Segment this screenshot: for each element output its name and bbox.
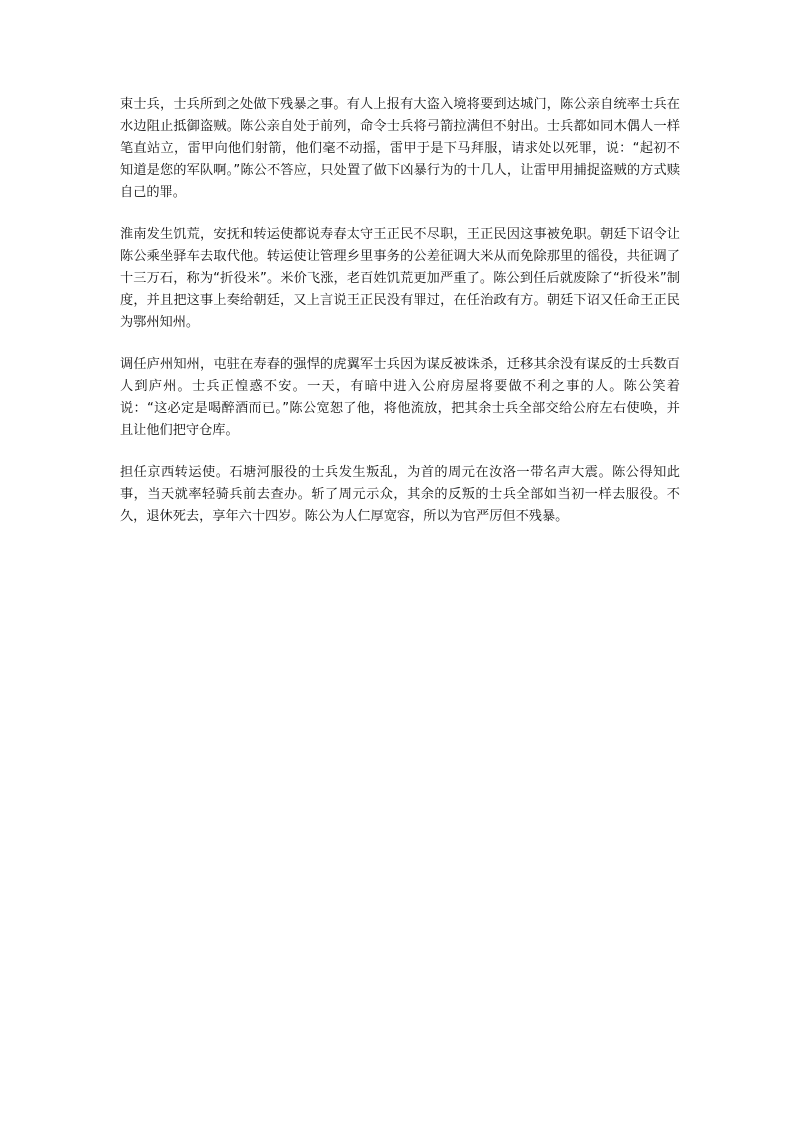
document-body [120, 94, 680, 548]
paragraph-2: 淮南发生饥荒，安抚和转运使都说寿春太守王正民不尽职，王正民因这事被免职。朝廷下诏令让陈公乘坐驿车去取代他。转运使让管理乡里事务的公差征调大米从而免除那里的徭役，共征调了十三万石，称为“折役米”。米价飞涨，老百姓饥荒更加严重了。陈公到任后就废除了“折役米”制度，并且把这事上奏给朝廷，又上言说王正民没有罪过，在任治政有方。朝廷下诏又任命王正民为鄂州知州。 [120, 227, 680, 330]
paragraph-1: 束士兵，士兵所到之处做下残暴之事。有人上报有大盗入境将要到达城门，陈公亲自统率士兵在水边阻止抵御盗贼。陈公亲自处于前列，命令士兵将弓箭拉满但不射出。士兵都如同木偶人一样笔直站立，雷甲向他们射箭，他们毫不动摇，雷甲于是下马拜服，请求处以死罪，说：“起初不知道是您的军队啊。”陈公不答应，只处置了做下凶暴行为的十几人，让雷甲用捕捉盗贼的方式赎自己的罪。 [120, 97, 680, 200]
paragraph-4: 担任京西转运使。石塘河服役的士兵发生叛乱，为首的周元在汝洛一带名声大震。陈公得知此事，当天就率轻骑兵前去查办。斩了周元示众，其余的反叛的士兵全部如当初一样去服役。不久，退休死去，享年六十四岁。陈公为人仁厚宽容，所以为官严厉但不残暴。 [120, 465, 680, 524]
paragraph-3: 调任庐州知州，屯驻在寿春的强悍的虎翼军士兵因为谋反被诛杀，迁移其余没有谋反的士兵数百人到庐州。士兵正惶惑不安。一天，有暗中进入公府房屋将要做不利之事的人。陈公笑着说：“这必定是喝醉酒而已。”陈公宽恕了他，将他流放，把其余士兵全部交给公府左右使唤，并且让他们把守仓库。 [120, 357, 680, 438]
